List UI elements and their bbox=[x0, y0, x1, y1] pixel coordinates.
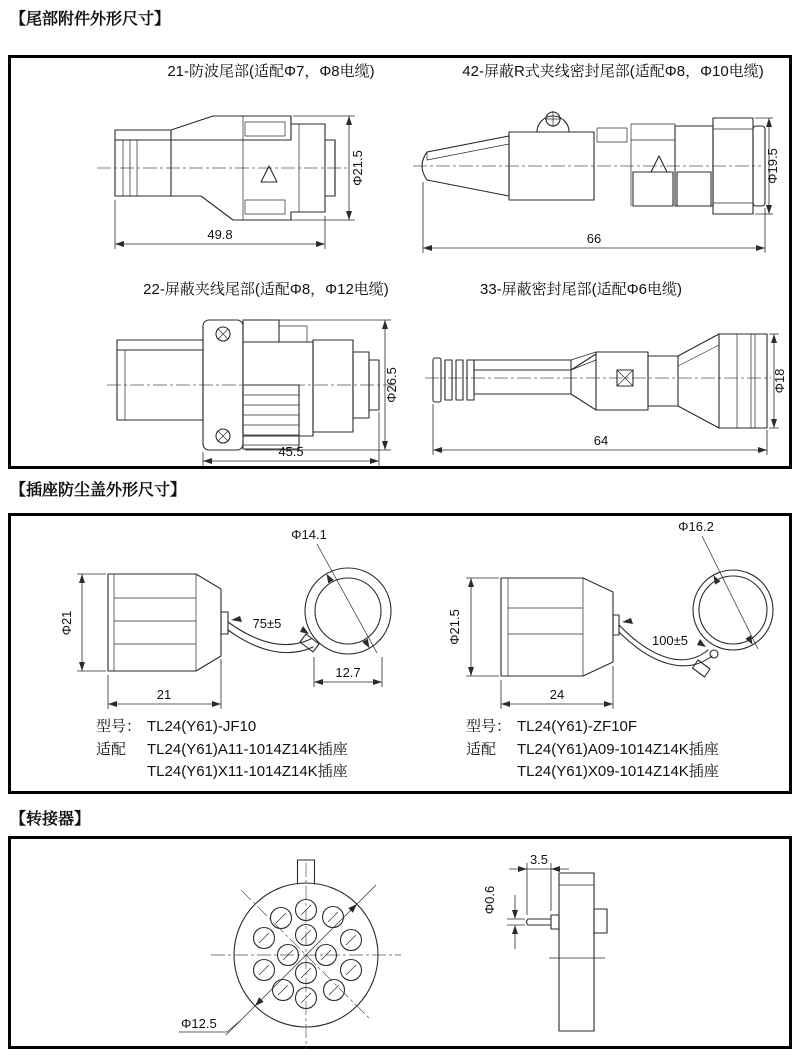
drawing-title-33: 33-屏蔽密封尾部(适配Φ6电缆) bbox=[480, 281, 682, 298]
dim-label-ring-dia: Φ14.1 bbox=[291, 527, 327, 542]
tails-box bbox=[8, 55, 792, 469]
dust-caps-box bbox=[8, 513, 792, 794]
drawing-title-21: 21-防波尾部(适配Φ7，Φ8电缆) bbox=[167, 63, 375, 80]
dim-label-length: 49.8 bbox=[207, 227, 233, 242]
drawing-tail-22 bbox=[103, 304, 403, 469]
cap-model-right bbox=[466, 716, 719, 784]
drawing-title-22: 22-屏蔽夹线尾部(适配Φ8，Φ12电缆) bbox=[143, 281, 389, 298]
drawing-tail-42 bbox=[409, 88, 779, 268]
drawing-cap-jf10 bbox=[61, 526, 391, 716]
fit-label: 适配 bbox=[96, 740, 127, 758]
cap-ring bbox=[693, 570, 773, 650]
drawing-title-42: 42-屏蔽R式夹线密封尾部(适配Φ8，Φ10电缆) bbox=[462, 63, 764, 80]
model-value: TL24(Y61)-JF10 bbox=[147, 718, 257, 735]
section-header-dust-caps: 【插座防尘盖外形尺寸】 bbox=[10, 482, 187, 499]
cap-zf10f-geometry bbox=[501, 570, 773, 677]
tail-22-geometry bbox=[107, 320, 395, 450]
tail-42-dimensions bbox=[423, 118, 780, 253]
dim-label-diameter: Φ21.5 bbox=[350, 150, 365, 186]
drawing-adapter-face bbox=[171, 847, 441, 1052]
fit-socket: TL24(Y61)A11-1014Z14K插座 bbox=[147, 740, 348, 758]
section-header-adapter: 【转接器】 bbox=[10, 811, 91, 828]
dim-label-body-dia: Φ21.5 bbox=[447, 609, 462, 645]
fit-socket: TL24(Y61)X09-1014Z14K插座 bbox=[517, 763, 719, 780]
dim-label-ring-flat: 12.7 bbox=[335, 665, 361, 680]
adapter-pin bbox=[527, 919, 552, 925]
dim-label-lanyard: 100±5 bbox=[651, 633, 689, 648]
model-value: TL24(Y61)-ZF10F bbox=[517, 718, 638, 735]
cap-jf10-geometry bbox=[108, 568, 391, 671]
tail-21-dimensions bbox=[115, 116, 365, 249]
dim-label-body-len: 21 bbox=[156, 687, 172, 702]
cap-ring bbox=[305, 568, 391, 654]
model-label: 型号： bbox=[466, 718, 512, 735]
adapter-side-dimensions bbox=[482, 852, 569, 949]
section-header-tails: 【尾部附件外形尺寸】 bbox=[10, 11, 171, 28]
dim-label-diameter: Φ26.5 bbox=[384, 367, 399, 403]
dim-label-diameter: Φ18 bbox=[772, 368, 787, 394]
tail-21-geometry bbox=[97, 116, 347, 220]
cap-model-left bbox=[96, 716, 348, 784]
dim-label-length: 45.5 bbox=[278, 444, 304, 459]
drawing-cap-zf10f bbox=[446, 518, 791, 718]
dim-label-body-dia: Φ21 bbox=[59, 610, 74, 636]
drawing-adapter-side bbox=[479, 853, 659, 1053]
adapter-box bbox=[8, 836, 792, 1049]
dim-label-bolt-circle: Φ12.5 bbox=[181, 1016, 217, 1031]
dim-label-lanyard: 75±5 bbox=[252, 616, 282, 631]
dim-label-pin-len: 3.5 bbox=[529, 852, 549, 867]
dim-label-pin-dia: Φ0.6 bbox=[482, 885, 497, 915]
fit-socket: TL24(Y61)X11-1014Z14K插座 bbox=[147, 763, 348, 780]
cap-zf10f-dimensions bbox=[447, 519, 758, 709]
tail-33-geometry bbox=[425, 334, 771, 428]
drawing-tail-21 bbox=[93, 96, 373, 271]
dim-label-length: 64 bbox=[593, 433, 609, 448]
model-label: 型号： bbox=[96, 718, 142, 735]
adapter-side-geometry bbox=[527, 873, 608, 1031]
dim-label-length: 66 bbox=[586, 231, 602, 246]
dim-label-body-len: 24 bbox=[549, 687, 565, 702]
fit-label: 适配 bbox=[466, 740, 497, 758]
tail-42-geometry bbox=[413, 111, 765, 214]
fit-socket: TL24(Y61)A09-1014Z14K插座 bbox=[517, 740, 719, 758]
drawing-tail-33 bbox=[421, 308, 789, 463]
dim-label-ring-dia: Φ16.2 bbox=[678, 519, 714, 534]
dim-label-diameter: Φ19.5 bbox=[765, 148, 780, 184]
